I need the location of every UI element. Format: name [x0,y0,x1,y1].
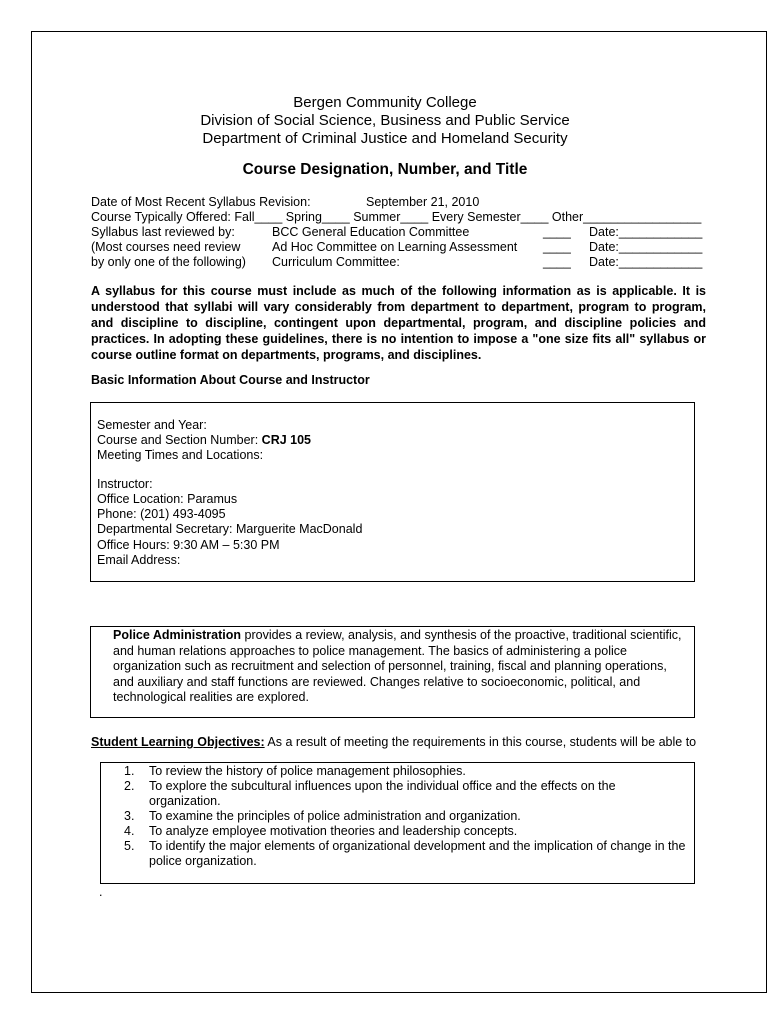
objectives-intro-text: As a result of meeting the requirements in this course, students will be able to [264,735,697,749]
reviewed-label-2: (Most courses need review [91,240,241,254]
review-date-3: Date:____________ [589,255,703,269]
review-blank-3: ____ [543,255,571,269]
description-course-name: Police Administration [113,628,242,642]
meeting-times: Meeting Times and Locations: [97,448,264,462]
item-text: To identify the major elements of organizational development and the implication of change in the [149,839,686,853]
description-first-line [113,628,693,644]
reviewed-label-3: by only one of the following) [91,255,246,269]
item-number: 4. [124,824,135,838]
syllabus-notice [91,283,706,363]
list-item [124,824,694,839]
description-line: technological realities are explored. [113,690,309,704]
description-text: provides a review, analysis, and synthesis of the proactive, traditional scientific, [241,628,682,642]
item-number: 5. [124,839,135,853]
objectives-heading: Student Learning Objectives: [91,735,265,749]
review-blank-2: ____ [543,240,571,254]
course-description [113,628,693,706]
description-line: and auxiliary and staff functions are reviewed. Changes relative to socioeconomic, political, and [113,674,641,689]
notice-line: A syllabus for this course must include as much of the following information as is applicable. It is [91,284,706,298]
office-location: Office Location: Paramus [97,492,238,506]
notice-line: and discipline to discipline, contingent upon departmental, program, and discipline policies and [91,316,706,330]
basic-info-heading: Basic Information About Course and Instructor [91,373,370,387]
item-number: 2. [124,779,135,793]
item-text: To explore the subcultural influences upon the individual office and the effects on the [149,779,616,793]
trailing-period: . [99,885,103,899]
revision-label: Date of Most Recent Syllabus Revision: [91,195,311,209]
review-blank-1: ____ [543,225,571,239]
departmental-secretary: Departmental Secretary: Marguerite MacDonald [97,522,363,536]
semester-year: Semester and Year: [97,418,207,432]
email-address: Email Address: [97,553,181,567]
department-name: Department of Criminal Justice and Homeland Security [202,130,568,147]
review-date-1: Date:____________ [589,225,703,239]
list-item [124,809,694,824]
item-number: 1. [124,764,135,778]
item-text-cont: organization. [149,794,221,808]
instructor: Instructor: [97,477,153,491]
objectives-list [124,764,694,869]
description-line: and human relations approaches to police management. The basics of administering a police [113,643,627,658]
review-option-curriculum: Curriculum Committee: [272,255,400,269]
item-number: 3. [124,809,135,823]
notice-line: course outline format on departments, programs, and disciplines. [91,348,482,362]
page-title: Course Designation, Number, and Title [242,161,528,178]
item-text-cont: police organization. [149,854,257,868]
description-line: organization such as recruitment and selection of personnel, training, fiscal and planning operations, [113,659,667,673]
review-option-ad-hoc: Ad Hoc Committee on Learning Assessment [272,240,518,254]
review-option-gen-ed: BCC General Education Committee [272,225,470,239]
notice-line: practices. In adopting these guidelines, there is no intention to impose a "one size fits all" syllabus or [91,332,706,346]
notice-line: understood that syllabi will vary considerably from department to department, program to program, [91,300,706,314]
review-date-2: Date:____________ [589,240,703,254]
college-name: Bergen Community College [293,94,477,111]
course-section [97,433,311,447]
list-item [124,839,694,869]
objectives-intro [91,735,696,749]
course-offered-line: Course Typically Offered: Fall____ Spring____ Summer____ Every Semester____ Other_________________ [91,210,702,224]
revision-date: September 21, 2010 [366,195,480,209]
course-section-value: CRJ 105 [261,433,312,447]
list-item [124,779,694,809]
phone: Phone: (201) 493-4095 [97,507,226,521]
item-text: To examine the principles of police administration and organization. [149,809,521,823]
list-item [124,764,694,779]
office-hours: Office Hours: 9:30 AM – 5:30 PM [97,538,280,552]
item-text: To review the history of police management philosophies. [149,764,466,778]
reviewed-label-1: Syllabus last reviewed by: [91,225,235,239]
item-text: To analyze employee motivation theories and leadership concepts. [149,824,518,838]
division-name: Division of Social Science, Business and Public Service [200,112,570,129]
course-section-label: Course and Section Number: [97,433,262,447]
